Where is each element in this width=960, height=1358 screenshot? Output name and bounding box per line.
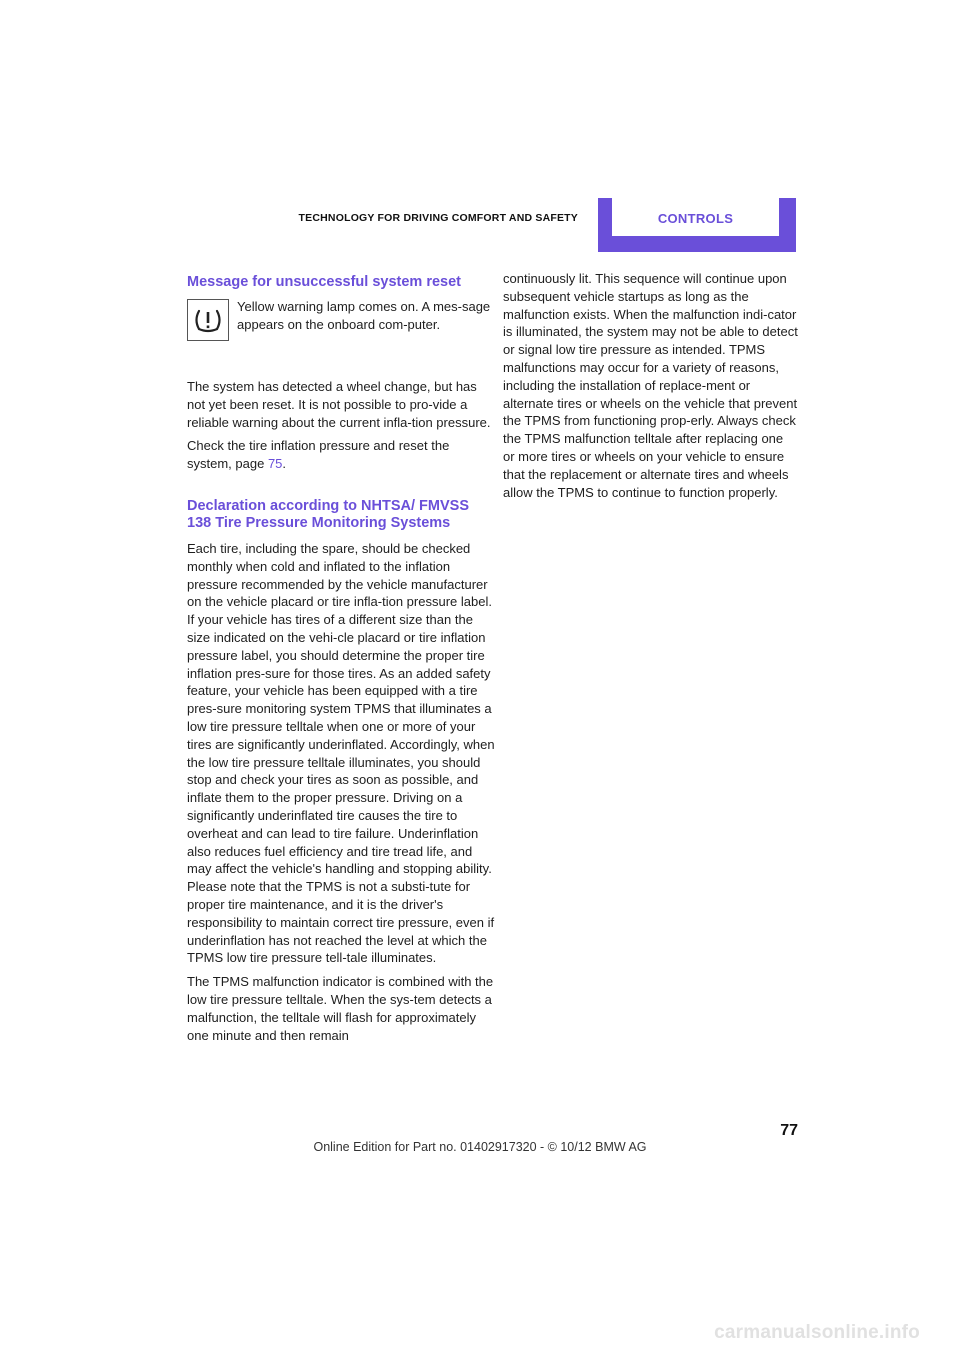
section-header-title: TECHNOLOGY FOR DRIVING COMFORT AND SAFETY: [298, 212, 578, 224]
chapter-tab: [598, 198, 796, 252]
message-paragraph-2-end: .: [282, 456, 287, 472]
warning-text: Yellow warning lamp comes on. A mes-sage appears on the onboard com-puter.: [237, 299, 491, 332]
warning-block: [187, 298, 495, 378]
chapter-tab-label: CONTROLS: [657, 211, 734, 226]
declaration-paragraph-2-continued: continuously lit. This sequence will continue upon subsequent vehicle startups as long as the malfunction exists. When the malfunction indi-cator is illuminated, the system may not be able to detect or signal low tire pressure as intended. TPMS malfunctions may occur for a variety of reasons, including the installation of replace-ment or alternate tires or wheels on the vehicle that prevent the TPMS from functioning prop-erly. Always check the TPMS malfunction telltale after replacing one or more tires or wheels on your vehicle to ensure that the replacement or alternate tires and wheels allow the TPMS to continue to function properly.: [503, 271, 798, 500]
page-number: 77: [780, 1122, 798, 1139]
message-paragraph-2: [187, 437, 495, 473]
message-paragraph-2-text: Check the tire inflation pressure and reset the system, page: [187, 438, 450, 472]
page-reference-link[interactable]: 75: [267, 456, 283, 472]
left-column: [187, 270, 495, 1044]
declaration-heading: Declaration according to NHTSA/ FMVSS 138 Tire Pressure Monitoring Systems: [187, 497, 469, 531]
right-column: [503, 270, 798, 501]
message-paragraph-1: The system has detected a wheel change, but has not yet been reset. It is not possible to pro-vide a reliable warning about the current infla-tion pressure.: [187, 379, 491, 430]
tire-pressure-warning-icon: [187, 299, 229, 341]
watermark: carmanualsonline.info: [714, 1322, 920, 1343]
chapter-tab-inner: [612, 198, 779, 236]
message-heading: Message for unsuccessful system reset: [187, 274, 462, 290]
edition-footer: Online Edition for Part no. 01402917320 - © 10/12 BMW AG: [313, 1140, 647, 1154]
declaration-paragraph-1: Each tire, including the spare, should be checked monthly when cold and inflated to the inflation pressure recommended by the vehicle manufacturer on the vehicle placard or tire infla-tion pressure label. If your vehicle has tires of a different size than the size indicated on the vehi-cle placard or tire inflation pressure label, you should determine the proper tire inflation pres-sure for those tires. As an added safety feature, your vehicle has been equipped with a tire pres-sure monitoring system TPMS that illuminates a low tire pressure telltale when one or more of your tires are significantly underinflated. Accordingly, when the low tire pressure telltale illuminates, you should stop and check your tires as soon as possible, and inflate them to the proper pressure. Driving on a significantly underinflated tire causes the tire to overheat and can lead to tire failure. Underinflation also reduces fuel efficiency and tire tread life, and may affect the vehicle's handling and stopping ability. Please note that the TPMS is not a substi-tute for proper tire maintenance, and it is the driver's responsibility to maintain correct tire pressure, even if underinflation has not reached the level at which the TPMS low tire pressure tell-tale illuminates.: [187, 540, 495, 966]
declaration-paragraph-2: The TPMS malfunction indicator is combined with the low tire pressure telltale. When the sys-tem detects a malfunction, the telltale will flash for approximately one minute and then remain: [187, 974, 494, 1043]
